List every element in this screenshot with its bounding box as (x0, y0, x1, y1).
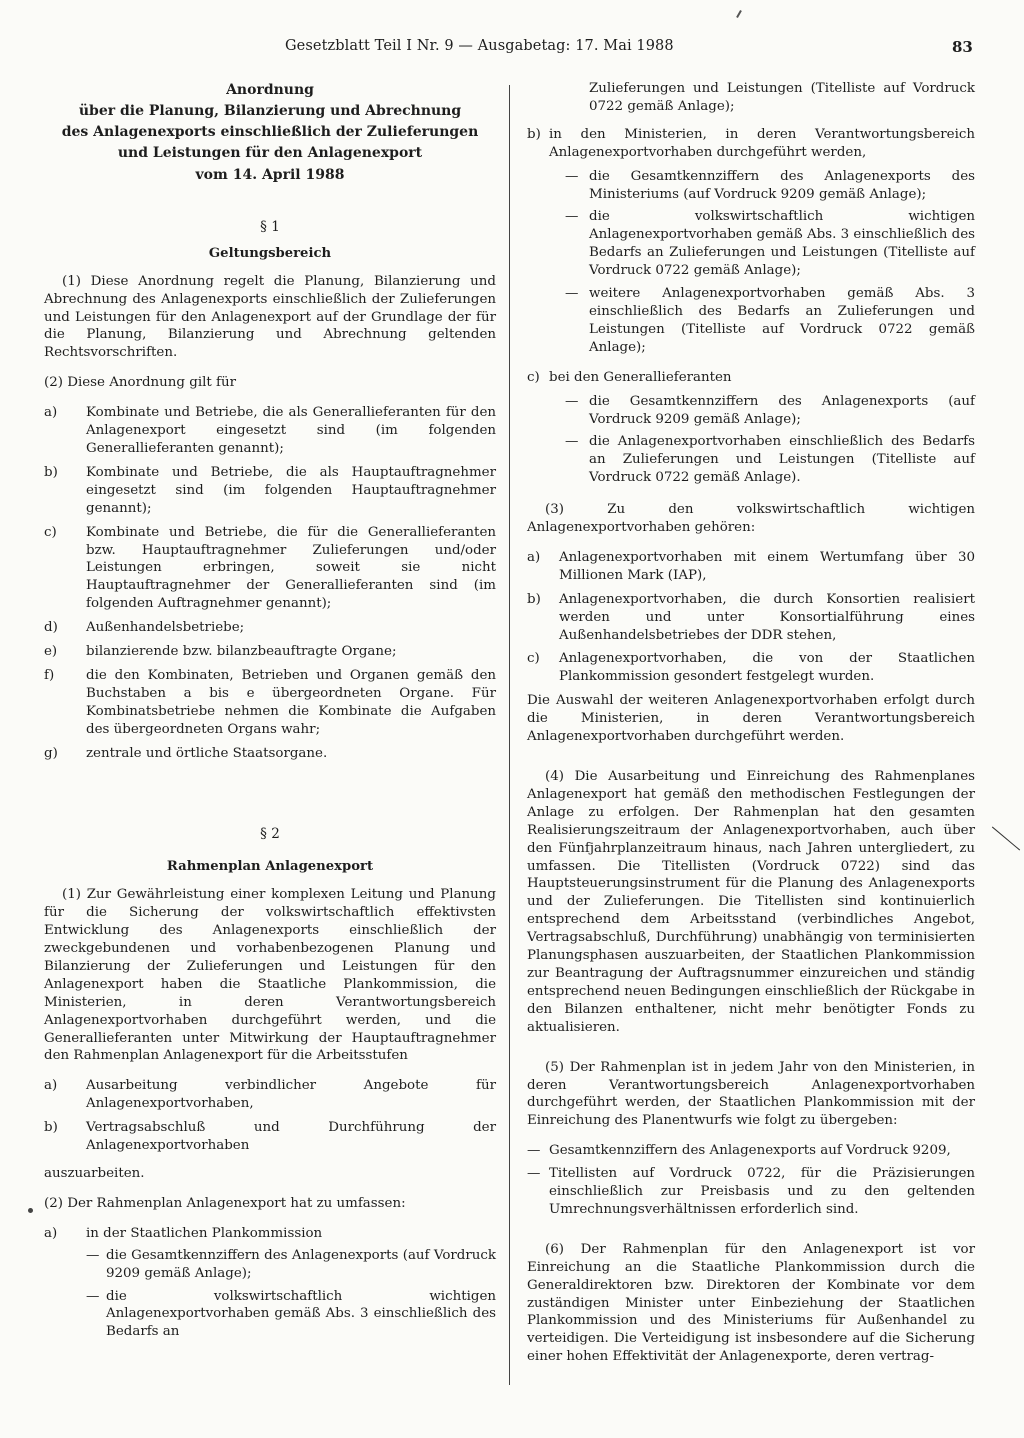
list-text: Außenhandelsbetriebe; (86, 620, 245, 636)
list-label: b) (527, 126, 541, 142)
list-item (527, 369, 975, 387)
list-item (44, 745, 496, 763)
list-text: Anlagenexportvorhaben, die von der Staatlichen Plankommission gesondert festgelegt wurden. (559, 651, 975, 685)
left-column (44, 80, 496, 1346)
page-header (0, 38, 1024, 62)
right-column (527, 80, 975, 1378)
document-title (44, 80, 496, 164)
title-line: Anordnung (226, 82, 314, 98)
list-label: a) (44, 1078, 58, 1094)
dash-text: die Anlagenexportvorhaben einschließlich des Bedarfs an Zulieferungen und Leistungen (Titelliste auf Vordruck 0722 gemäß Anlage). (589, 434, 975, 486)
list-text: Kombinate und Betriebe, die als Hauptauftragnehmer eingesetzt sind (im folgenden Hauptauftragnehmer genannt); (86, 464, 496, 516)
list-item (44, 524, 496, 614)
dash-item: — die Gesamtkennziffern des Anlagenexports (auf Vordruck 9209 gemäß Anlage); (565, 393, 975, 427)
list-item (44, 667, 496, 739)
column-divider (509, 85, 510, 1385)
list-label: b) (44, 1120, 58, 1136)
dash-item: — Gesamtkennziffern des Anlagenexports auf Vordruck 9209, (527, 1143, 951, 1159)
dash-text: die Gesamtkennziffern des Anlagenexports (auf Vordruck 9209 gemäß Anlage); (589, 393, 975, 427)
document-date: vom 14. April 1988 (195, 167, 345, 183)
s2-paragraph-4: (4) Die Ausarbeitung und Einreichung des Rahmenplanes Anlagenexport hat gemäß den methodischen Festlegungen der Anlage zu erfolgen. Der Rahmenplan hat den gesamten Realisierungszeitraum der Anlagenexportvorhaben, auch über den Fünfjahrplanzeitraum hinaus, nach Jahren untergliedert, zu umfassen. Die Titellisten (Vordruck 0722) sind das Hauptsteuerungsinstrument für die Planung des Anlagenexports und der Zulieferungen. Die Titellisten sind kontinuierlich entsprechend dem Arbeitsstand (verbindliches Angebot, Vertragsabschluß, Durchführung) unabhängig von terminisierten Planungsphasen auszuarbeiten, der Staatlichen Plankommission zur Beantragung der Auftragsnummer einzureichen und ständig entsprechend neuen Bedingungen einschließlich der Rückgabe in den Bilanzen enthaltener, nicht mehr benötigter Fonds zu aktualisieren. (527, 769, 975, 1035)
dash-item: — die volkswirtschaftlich wichtigen Anlagenexportvorhaben gemäß Abs. 3 einschließlich des Bedarfs an Zulieferungen und Leistungen (Titelliste auf Vordruck 0722 gemäß Anlage); (565, 209, 975, 279)
list-item (44, 1225, 496, 1243)
list-text: in der Staatlichen Plankommission (86, 1225, 323, 1241)
list-text: bilanzierende bzw. bilanzbeauftragte Organe; (86, 644, 397, 660)
page-number: 83 (952, 38, 973, 56)
header-text: Gesetzblatt Teil I Nr. 9 — Ausgabetag: 17. Mai 1988 (285, 38, 674, 54)
section-1-title: Geltungsbereich (208, 245, 332, 261)
dash-continuation (527, 80, 975, 116)
list-label: a) (44, 405, 58, 421)
title-line: des Anlagenexports einschließlich der Zulieferungen (61, 124, 479, 140)
list-item (44, 1119, 496, 1155)
dash-text: weitere Anlagenexportvorhaben gemäß Abs. 3 einschließlich des Bedarfs an Zulieferungen und Leistungen (Titelliste auf Vordruck 0722 gemäß Anlage); (589, 286, 975, 355)
title-line: über die Planung, Bilanzierung und Abrechnung (78, 103, 462, 119)
s2-paragraph-2: (2) Der Rahmenplan Anlagenexport hat zu umfassen: (44, 1195, 406, 1211)
list-text: zentrale und örtliche Staatsorgane. (86, 745, 328, 761)
dash-text: Gesamtkennziffern des Anlagenexports auf Vordruck 9209, (549, 1143, 951, 1159)
list-item (44, 619, 496, 637)
list-item (527, 591, 975, 645)
list-item (527, 549, 975, 585)
list-item (527, 126, 975, 162)
s2-paragraph-1: (1) Zur Gewährleistung einer komplexen Leitung und Planung für die Sicherung der volkswirtschaftlich effektivsten Entwicklung des Anlagenexports einschließlich der zweckgebundenen und vorhabenbezogenen Planung und Bilanzierung der Zulieferungen und Leistungen für den Anlagenexport haben die Staatliche Plankommission, die Ministerien, in deren Verantwortungsbereich Anlagenexportvorhaben durchgeführt werden, und die Generallieferanten unter Mitwirkung der Hauptauftragnehmer den Rahmenplan Anlagenexport für die Arbeitsstufen (44, 887, 496, 1064)
dash-item: — die Anlagenexportvorhaben einschließlich des Bedarfs an Zulieferungen und Leistungen (Titelliste auf Vordruck 0722 gemäß Anlage). (565, 434, 975, 486)
list-text: Anlagenexportvorhaben mit einem Wertumfang über 30 Millionen Mark (IAP), (559, 549, 975, 583)
scan-mark (736, 10, 742, 18)
list-text: bei den Generallieferanten (549, 369, 732, 385)
list-text: die den Kombinaten, Betrieben und Organen gemäß den Buchstaben a bis e übergeordneten Organe. Für Kombinatsbetriebe nehmen die Kombinate die Aufgaben des übergeordneten Organs wahr; (86, 667, 496, 737)
s2-paragraph-5: (5) Der Rahmenplan ist in jedem Jahr von den Ministerien, in deren Verantwortungsbereich Anlagenexportvorhaben durchgeführt werden, der Staatlichen Plankommission mit der Einreichung des Planentwurfs wie folgt zu übergeben: (527, 1059, 975, 1129)
list-label: g) (44, 745, 58, 761)
dash-text: Zulieferungen und Leistungen (Titelliste auf Vordruck 0722 gemäß Anlage); (589, 81, 975, 114)
list-label: c) (44, 524, 57, 540)
scan-dot (28, 1208, 33, 1213)
list-label: c) (527, 651, 540, 667)
list-text: Ausarbeitung verbindlicher Angebote für Anlagenexportvorhaben, (86, 1078, 496, 1112)
list-label: d) (44, 620, 58, 636)
section-2-sign: § 2 (260, 826, 280, 843)
list-text: Kombinate und Betriebe, die für die Generallieferanten bzw. Hauptauftragnehmer Zulieferungen und/oder Leistungen erbringen, soweit sie nicht Hauptauftragnehmer der Generallieferanten sind (im folgenden Auftragnehmer genannt); (86, 524, 496, 612)
dash-text: Titellisten auf Vordruck 0722, für die Präzisierungen einschließlich zur Preisbasis und zu den geltenden Umrechnungsverhältnissen erforderlich sind. (549, 1166, 975, 1217)
list-label: b) (527, 591, 541, 607)
title-line: und Leistungen für den Anlagenexport (117, 145, 423, 161)
list-label: f) (44, 667, 55, 683)
s2-paragraph-3: (3) Zu den volkswirtschaftlich wichtigen Anlagenexportvorhaben gehören: (527, 502, 975, 536)
list-item (44, 643, 496, 661)
dash-text: die Gesamtkennziffern des Anlagenexports des Ministeriums (auf Vordruck 9209 gemäß Anlage); (589, 168, 975, 202)
list-text: Anlagenexportvorhaben, die durch Konsortien realisiert werden und unter Konsortialführung eines Außenhandelsbetriebes der DDR stehen, (559, 591, 975, 643)
dash-text: die volkswirtschaftlich wichtigen Anlagenexportvorhaben gemäß Abs. 3 einschließlich des Bedarfs an (106, 1288, 496, 1340)
list-item (44, 1077, 496, 1113)
scan-mark (992, 827, 1020, 851)
list-text: Kombinate und Betriebe, die als Generallieferanten für den Anlagenexport eingesetzt sind (im folgenden Generallieferanten genannt); (86, 405, 496, 456)
dash-item: — die volkswirtschaftlich wichtigen Anlagenexportvorhaben gemäß Abs. 3 einschließlich des Bedarfs an (86, 1288, 496, 1340)
list-text: in den Ministerien, in deren Verantwortungsbereich Anlagenexportvorhaben durchgeführt werden, (549, 126, 975, 160)
list-item (527, 650, 975, 686)
dash-text: die volkswirtschaftlich wichtigen Anlagenexportvorhaben gemäß Abs. 3 einschließlich des Bedarfs an Zulieferungen und Leistungen (Titelliste auf Vordruck 0722 gemäß Anlage); (589, 209, 975, 279)
list-item (44, 464, 496, 518)
section-1-sign: § 1 (260, 218, 280, 235)
list-label: b) (44, 464, 58, 480)
dash-item: — weitere Anlagenexportvorhaben gemäß Abs. 3 einschließlich des Bedarfs an Zulieferungen und Leistungen (Titelliste auf Vordruck 0722 gemäß Anlage); (565, 286, 975, 355)
s2-paragraph-6: (6) Der Rahmenplan für den Anlagenexport ist vor Einreichung an die Staatliche Plankommission durch die Generaldirektoren bzw. Direktoren der Kombinate vor dem zuständigen Minister unter Einbeziehung der Staatlichen Plankommission und des Ministeriums für Außenhandel zu verteidigen. Die Verteidigung ist insbesondere auf die Sicherung einer hohen Effektivität der Anlagenexporte, deren vertrag- (527, 1241, 975, 1365)
list-label: a) (44, 1225, 58, 1241)
s1-paragraph-1: (1) Diese Anordnung regelt die Planung, Bilanzierung und Abrechnung des Anlagenexports einschließlich der Zulieferungen und Leistungen für den Anlagenexport auf der Grundlage der für die Planung, Bilanzierung und Abrechnung geltenden Rechtsvorschriften. (44, 273, 496, 361)
section-2-title: Rahmenplan Anlagenexport (166, 859, 374, 875)
dash-item: — die Gesamtkennziffern des Anlagenexports (auf Vordruck 9209 gemäß Anlage); (86, 1247, 496, 1281)
s2-paragraph-3-end: Die Auswahl der weiteren Anlagenexportvorhaben erfolgt durch die Ministerien, in deren Verantwortungsbereich Anlagenexportvorhaben durchgeführt werden. (527, 693, 975, 745)
dash-item: — Titellisten auf Vordruck 0722, für die Präzisierungen einschließlich zur Preisbasis und zu den geltenden Umrechnungsverhältnissen erforderlich sind. (527, 1166, 975, 1217)
list-text: Vertragsabschluß und Durchführung der Anlagenexportvorhaben (86, 1120, 496, 1154)
s1-paragraph-2: (2) Diese Anordnung gilt für (44, 375, 237, 391)
list-label: c) (527, 369, 540, 385)
list-label: e) (44, 644, 58, 660)
dash-text: die Gesamtkennziffern des Anlagenexports (auf Vordruck 9209 gemäß Anlage); (106, 1247, 496, 1281)
s2-paragraph-1-end: auszuarbeiten. (44, 1165, 145, 1181)
list-item (44, 404, 496, 458)
list-label: a) (527, 549, 541, 565)
dash-item: — die Gesamtkennziffern des Anlagenexports des Ministeriums (auf Vordruck 9209 gemäß Anlage); (565, 168, 975, 202)
